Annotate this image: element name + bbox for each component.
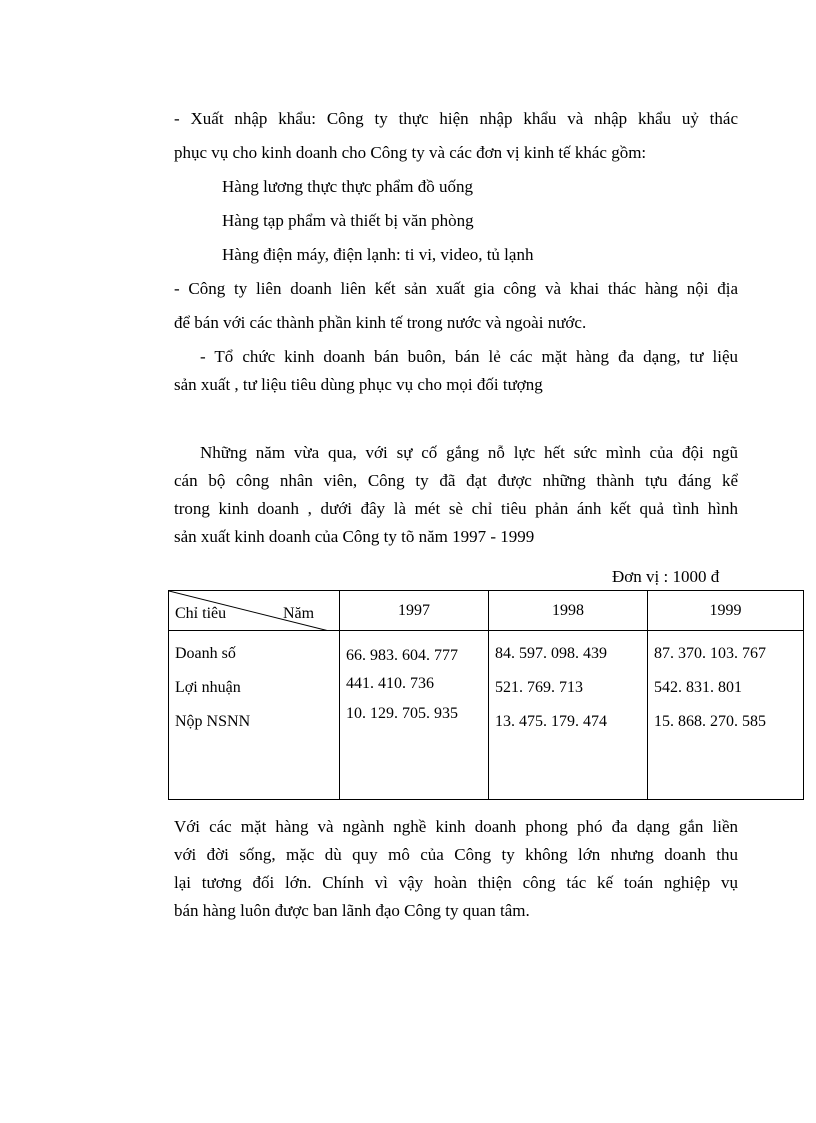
value-1999-tax: 15. 868. 270. 585 bbox=[654, 713, 766, 730]
list-item-electronics: Hàng điện máy, điện lạnh: ti vi, video, tủ lạnh bbox=[222, 245, 534, 264]
value-1998-profit: 521. 769. 713 bbox=[495, 679, 583, 696]
list-item-food: Hàng lương thực thực phẩm đồ uống bbox=[222, 177, 473, 196]
para-conclusion-line2: với đời sống, mặc dù quy mô của Công ty không lớn nhưng doanh thu bbox=[174, 845, 738, 864]
values-1999-column bbox=[648, 631, 804, 800]
para-export-line1: - Xuất nhập khẩu: Công ty thực hiện nhập khẩu và nhập khẩu uỷ thác bbox=[174, 109, 738, 128]
para-conclusion-line3: lại tương đối lớn. Chính vì vậy hoàn thiện công tác kế toán nghiệp vụ bbox=[174, 873, 738, 892]
values-1997-column bbox=[340, 631, 489, 800]
value-1998-revenue: 84. 597. 098. 439 bbox=[495, 645, 607, 662]
indicator-column bbox=[169, 631, 340, 800]
indicator-tax: Nộp NSNN bbox=[175, 713, 251, 730]
corner-label-year: Năm bbox=[283, 605, 315, 622]
year-header-1999: 1999 bbox=[648, 591, 804, 631]
results-table bbox=[168, 590, 804, 800]
para-achievements-line2: cán bộ công nhân viên, Công ty đã đạt được những thành tựu đáng kể bbox=[174, 471, 738, 490]
list-item-office: Hàng tạp phẩm và thiết bị văn phòng bbox=[222, 211, 474, 230]
table-header-row bbox=[169, 591, 804, 631]
value-1997-profit: 441. 410. 736 bbox=[346, 675, 434, 692]
indicator-revenue: Doanh số bbox=[175, 645, 236, 662]
corner-label-indicator: Chỉ tiêu bbox=[175, 605, 227, 622]
para-achievements-line1: Những năm vừa qua, với sự cố gắng nỗ lực hết sức mình của đội ngũ bbox=[200, 443, 738, 462]
para-jointventure-line2: để bán với các thành phần kinh tế trong nước và ngoài nước. bbox=[174, 313, 587, 332]
para-conclusion-line1: Với các mặt hàng và ngành nghề kinh doanh phong phó đa dạng gắn liền bbox=[174, 817, 738, 836]
year-header-1998: 1998 bbox=[489, 591, 648, 631]
value-1997-revenue: 66. 983. 604. 777 bbox=[346, 647, 458, 664]
para-trade-line1: - Tổ chức kinh doanh bán buôn, bán lẻ các mặt hàng đa dạng, tư liệu bbox=[200, 347, 738, 366]
para-trade-line2: sản xuất , tư liệu tiêu dùng phục vụ cho mọi đối tượng bbox=[174, 375, 543, 394]
table-corner-cell bbox=[169, 591, 340, 631]
year-header-1997: 1997 bbox=[340, 591, 489, 631]
para-jointventure-line1: - Công ty liên doanh liên kết sản xuất gia công và khai thác hàng nội địa bbox=[174, 279, 738, 298]
para-achievements-line3: trong kinh doanh , dưới đây là mét sè chỉ tiêu phản ánh kết quả tình hình bbox=[174, 499, 738, 518]
indicator-profit: Lợi nhuận bbox=[175, 679, 241, 696]
para-achievements-line4: sản xuất kinh doanh của Công ty tõ năm 1997 - 1999 bbox=[174, 527, 535, 546]
value-1999-revenue: 87. 370. 103. 767 bbox=[654, 645, 766, 662]
unit-note: Đơn vị : 1000 đ bbox=[612, 567, 720, 586]
para-export-line2: phục vụ cho kinh doanh cho Công ty và các đơn vị kinh tế khác gồm: bbox=[174, 143, 647, 162]
values-1998-column bbox=[489, 631, 648, 800]
value-1999-profit: 542. 831. 801 bbox=[654, 679, 742, 696]
table-body-row bbox=[169, 631, 804, 800]
value-1997-tax: 10. 129. 705. 935 bbox=[346, 705, 458, 722]
value-1998-tax: 13. 475. 179. 474 bbox=[495, 713, 607, 730]
para-conclusion-line4: bán hàng luôn được ban lãnh đạo Công ty quan tâm. bbox=[174, 901, 530, 920]
